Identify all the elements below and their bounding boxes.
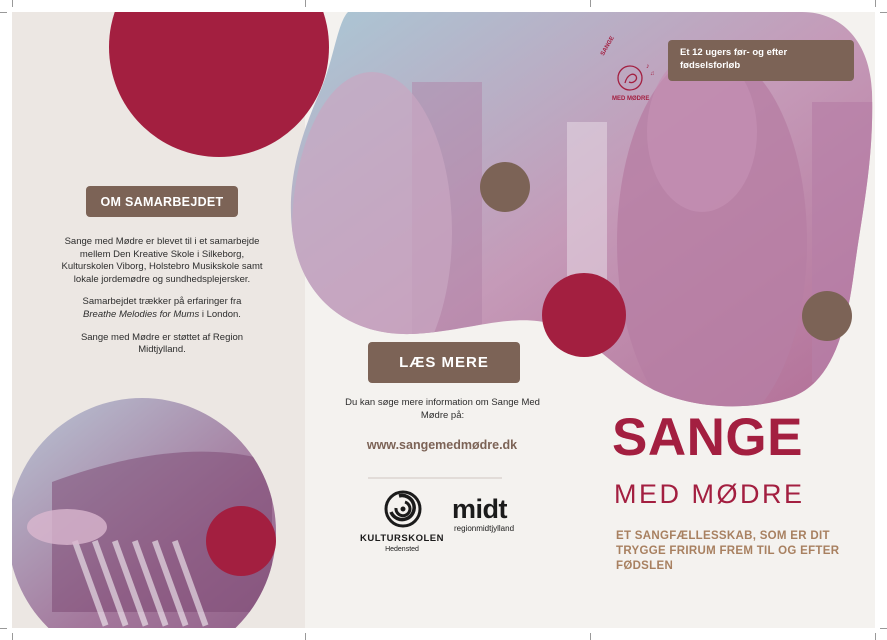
kulturskolen-logo-sub: Hedensted: [385, 546, 419, 553]
crop-mark: [0, 628, 7, 629]
about-heading: OM SAMARBEJDET: [86, 186, 238, 217]
crop-mark: [875, 633, 876, 640]
crop-mark: [0, 12, 7, 13]
svg-text:♪: ♪: [646, 63, 650, 70]
stamp-text-bottom: MED MØDRE: [612, 96, 650, 102]
info-text: Du kan søge mere information om Sange Med Mødre på:: [345, 397, 540, 421]
brown-dot-1: [480, 162, 530, 212]
brown-dot-2: [802, 291, 852, 341]
about-text: [57, 236, 267, 367]
red-circle-medium: [542, 273, 626, 357]
midt-logo-name: midt: [452, 494, 507, 524]
crop-mark: [880, 628, 887, 629]
cover-title: SANGE: [612, 408, 803, 467]
fold-mark: [590, 633, 591, 640]
red-circle-large: [109, 12, 329, 157]
kulturskolen-logo-mark: [386, 492, 420, 526]
midt-logo-sub: regionmidtjylland: [454, 524, 515, 533]
cover-subtitle: MED MØDRE: [614, 479, 805, 509]
read-more-button[interactable]: LÆS MERE: [368, 342, 520, 383]
stamp-text-top: SANGE: [600, 35, 616, 57]
about-paragraph-3: Sange med Mødre er støttet af Region Midtjylland.: [80, 331, 244, 356]
crop-mark: [12, 633, 13, 640]
fold-mark: [305, 633, 306, 640]
crop-mark: [875, 0, 876, 7]
brochure-sheet: [12, 12, 875, 628]
crop-mark: [12, 0, 13, 7]
website-link[interactable]: www.sangemedmødre.dk: [366, 438, 518, 452]
svg-text:♫: ♫: [650, 71, 655, 77]
piano-photo: [12, 392, 312, 628]
about-paragraph-2: Samarbejdet trækker på erfaringer fra Breathe Melodies for Mums i London.: [82, 296, 242, 320]
course-badge: Et 12 ugers før- og efter fødselsforløb: [668, 40, 854, 81]
kulturskolen-logo-name: KULTURSKOLEN: [360, 533, 444, 544]
crop-mark: [880, 12, 887, 13]
cover-tagline: ET SANGFÆLLESSKAB, SOM ER DIT TRYGGE FRIRUM FREM TIL OG EFTER FØDSLEN: [616, 530, 840, 572]
fold-mark: [590, 0, 591, 7]
red-circle-small: [206, 506, 276, 576]
about-paragraph-1: Sange med Mødre er blevet til i et samarbejde mellem Den Kreative Skole i Silkeborg, Kulturskolen Viborg, Holstebro Musikskole samt lokale jordemødre og sundhedsplejersker.: [61, 236, 263, 285]
fold-mark: [305, 0, 306, 7]
